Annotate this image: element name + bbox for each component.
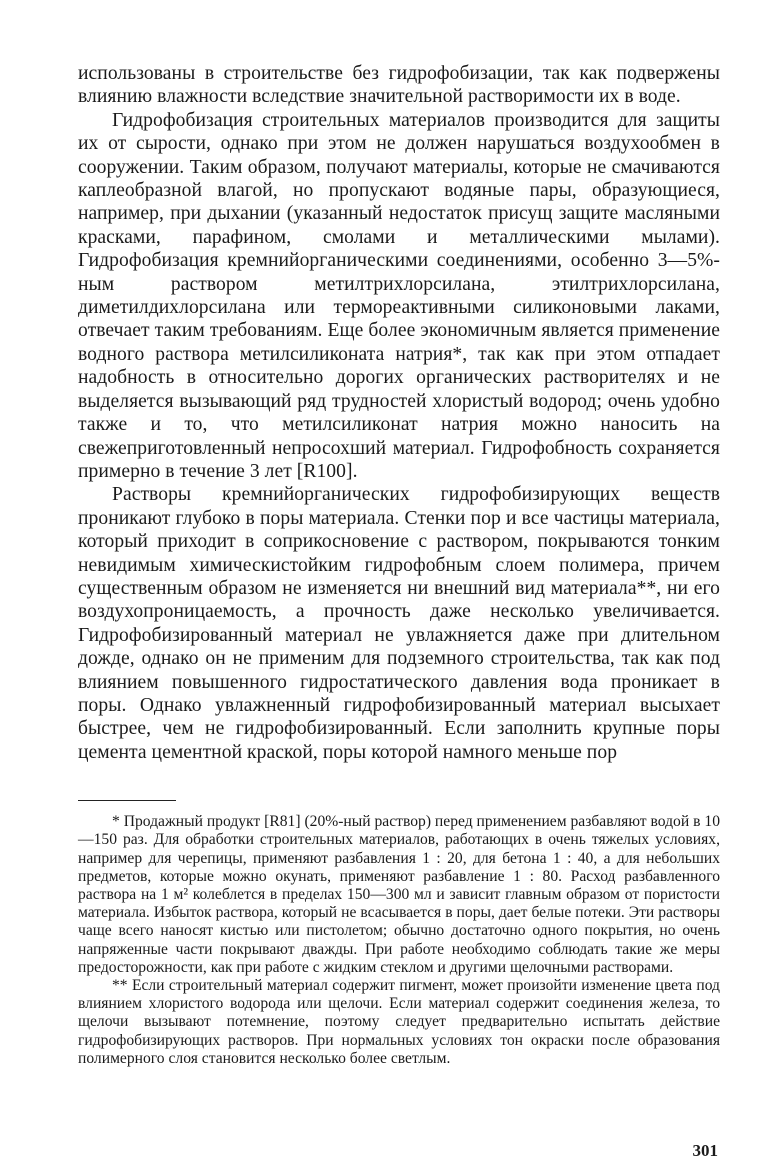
footnote-2: ** Если строительный материал содержит пигмент, может произойти изменение цвета под влиянием хлористого водорода или щелочи. Если материал содержит соединения железа, то щелочи вызывают потемнение, поэтому следует предварительно испытать действие гидрофобизирующих растворов. При нормальных условиях тон окраски после образования полимерного слоя становится несколько более светлым. [78,977,720,1067]
paragraph-hydrophobization: Гидрофобизация строительных материалов производится для защиты их от сырости, однако при этом не должен нарушаться воздухообмен в сооружении. Таким образом, получают материалы, которые не смачиваются каплеобразной влагой, но пропускают водяные пары, образующиеся, например, при дыхании (указанный недостаток присущ защите масляными красками, парафином, смолами и металлическими мылами). Гидрофобизация кремнийорганическими соединениями, особенно 3—5%-ным раствором метилтрихлорсилана, этилтрихлорсилана, диметилдихлорсилана или термореактивными силиконовыми лаками, отвечает таким требованиям. Еще более экономичным является применение водного раствора метилсиликоната натрия*, так как при этом отпадает надобность в относительно дорогих органических растворителях и не выделяется вызывающий ряд трудностей хлористый водород; очень удобно также и то, что метилсиликонат натрия можно наносить на свежеприготовленный непросохший материал. Гидрофобность сохраняется примерно в течение 3 лет [R100]. [78,109,720,482]
paragraph-solutions: Растворы кремнийорганических гидрофобизирующих веществ проникают глубоко в поры материала. Стенки пор и все частицы материала, который приходит в соприкосновение с раствором, покрываются тонким невидимым химическистойким гидрофобным слоем полимера, причем существенным образом не изменяется ни внешний вид материала**, ни его воздухопроницаемость, а прочность даже несколько увеличивается. Гидрофобизированный материал не увлажняется даже при длительном дожде, однако он не применим для подземного строительства, так как под влиянием повышенного гидростатического давления вода проникает в поры. Однако увлажненный гидрофобизированный материал высыхает быстрее, чем не гидрофобизированный. Если заполнить крупные поры цемента цементной краской, поры которой намного меньше пор [78,484,720,763]
footnote-1: * Продажный продукт [R81] (20%-ный раствор) перед применением разбавляют водой в 10—150 раз. Для обработки строительных материалов, работающих в очень тяжелых условиях, например для черепицы, применяют разбавления 1 : 20, для бетона 1 : 40, а для небольших предметов, которые можно окунать, применяют разбавление 1 : 80. Расход разбавленного раствора на 1 м² колеблется в пределах 150—300 мл и зависит главным образом от пористости материала. Избыток раствора, который не всасывается в поры, дает белые потеки. Эти растворы чаще всего наносят кистью или пистолетом; обычно достаточно одного покрытия, но очень напряженные части покрывают дважды. При работе необходимо соблюдать такие же меры предосторожности, как при работе с жидким стеклом и другими щелочными растворами. [78,813,720,976]
main-text [78,62,720,764]
footnote-divider [78,800,176,801]
paragraph-continuation: использованы в строительстве без гидрофобизации, так как подвержены влиянию влажности вследствие значительной растворимости их в воде. [78,63,720,108]
page-content [78,62,720,1068]
page-number: 301 [692,1141,718,1160]
footnotes [78,813,720,1068]
